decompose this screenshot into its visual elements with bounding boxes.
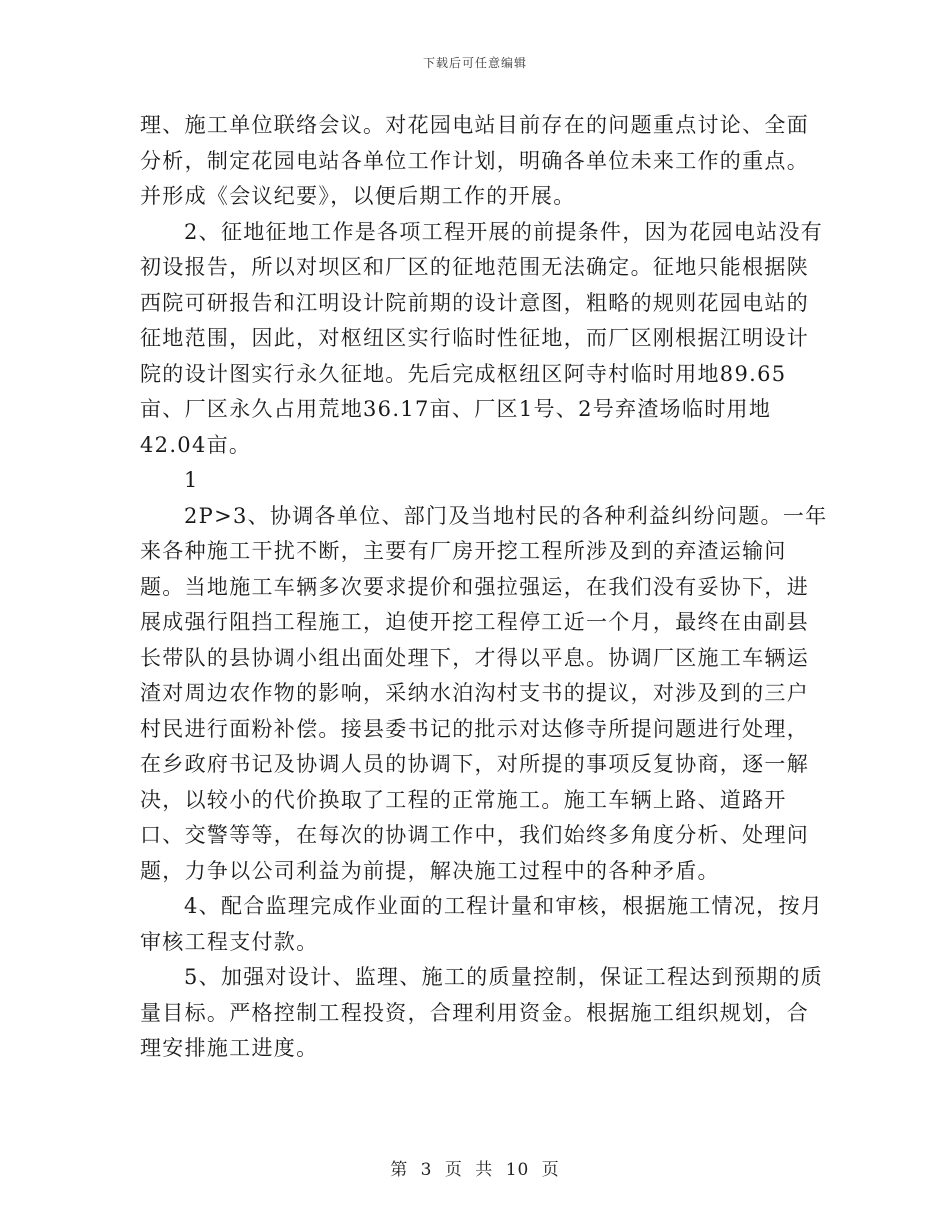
paragraph-meeting: 理、施工单位联络会议。对花园电站目前存在的问题重点讨论、全面分析，制定花园电站各单位工作计划，明确各单位未来工作的重点。并形成《会议纪要》，以便后期工作的开展。: [140, 113, 809, 208]
paragraph-coordination: 2P>3、协调各单位、部门及当地村民的各种利益纠纷问题。一年来各种施工干扰不断，主要有厂房开挖工程所涉及到的弃渣运输问题。当地施工车辆多次要求提价和强拉强运，在我们没有妥协下，进展成强行阻挡工程施工，迫使开挖工程停工近一个月，最终在由副县长带队的县协调小组出面处理下，才得以平息。协调厂区施工车辆运渣对周边农作物的影响，采纳水泊沟村支书的提议，对涉及到的三户村民进行面粉补偿。接县委书记的批示对达修寺所提问题进行处理，在乡政府书记及协调人员的协调下，对所提的事项反复协商，逐一解决，以较小的代价换取了工程的正常施工。施工车辆上路、道路开口、交警等等，在每次的协调工作中，我们始终多角度分析、处理问题，力争以公司利益为前提，解决施工过程中的各种矛盾。: [140, 503, 828, 883]
document-body: [140, 108, 830, 1067]
paragraph-page-marker: 1: [184, 468, 199, 492]
paragraph-quality-control: 5、加强对设计、监理、施工的质量控制，保证工程达到预期的质量目标。严格控制工程投资，合理利用资金。根据施工组织规划，合理安排施工进度。: [140, 965, 824, 1060]
paragraph-supervision: 4、配合监理完成作业面的工程计量和审核，根据施工情况，按月审核工程支付款。: [140, 894, 824, 954]
header-note: 下载后可任意编辑: [422, 56, 527, 70]
page-number: 第 3 页 共 10 页: [390, 1160, 560, 1180]
paragraph-land-acquisition: 2、征地征地工作是各项工程开展的前提条件，因为花园电站没有初设报告，所以对坝区和厂区的征地范围无法确定。征地只能根据陕西院可研报告和江明设计院前期的设计意图，粗略的规则花园电站的征地范围，因此，对枢纽区实行临时性征地，而厂区刚根据江明设计院的设计图实行永久征地。先后完成枢纽区阿寺村临时用地89.65亩、厂区永久占用荒地36.17亩、厂区1号、2号弃渣场临时用地42.04亩。: [140, 219, 824, 457]
